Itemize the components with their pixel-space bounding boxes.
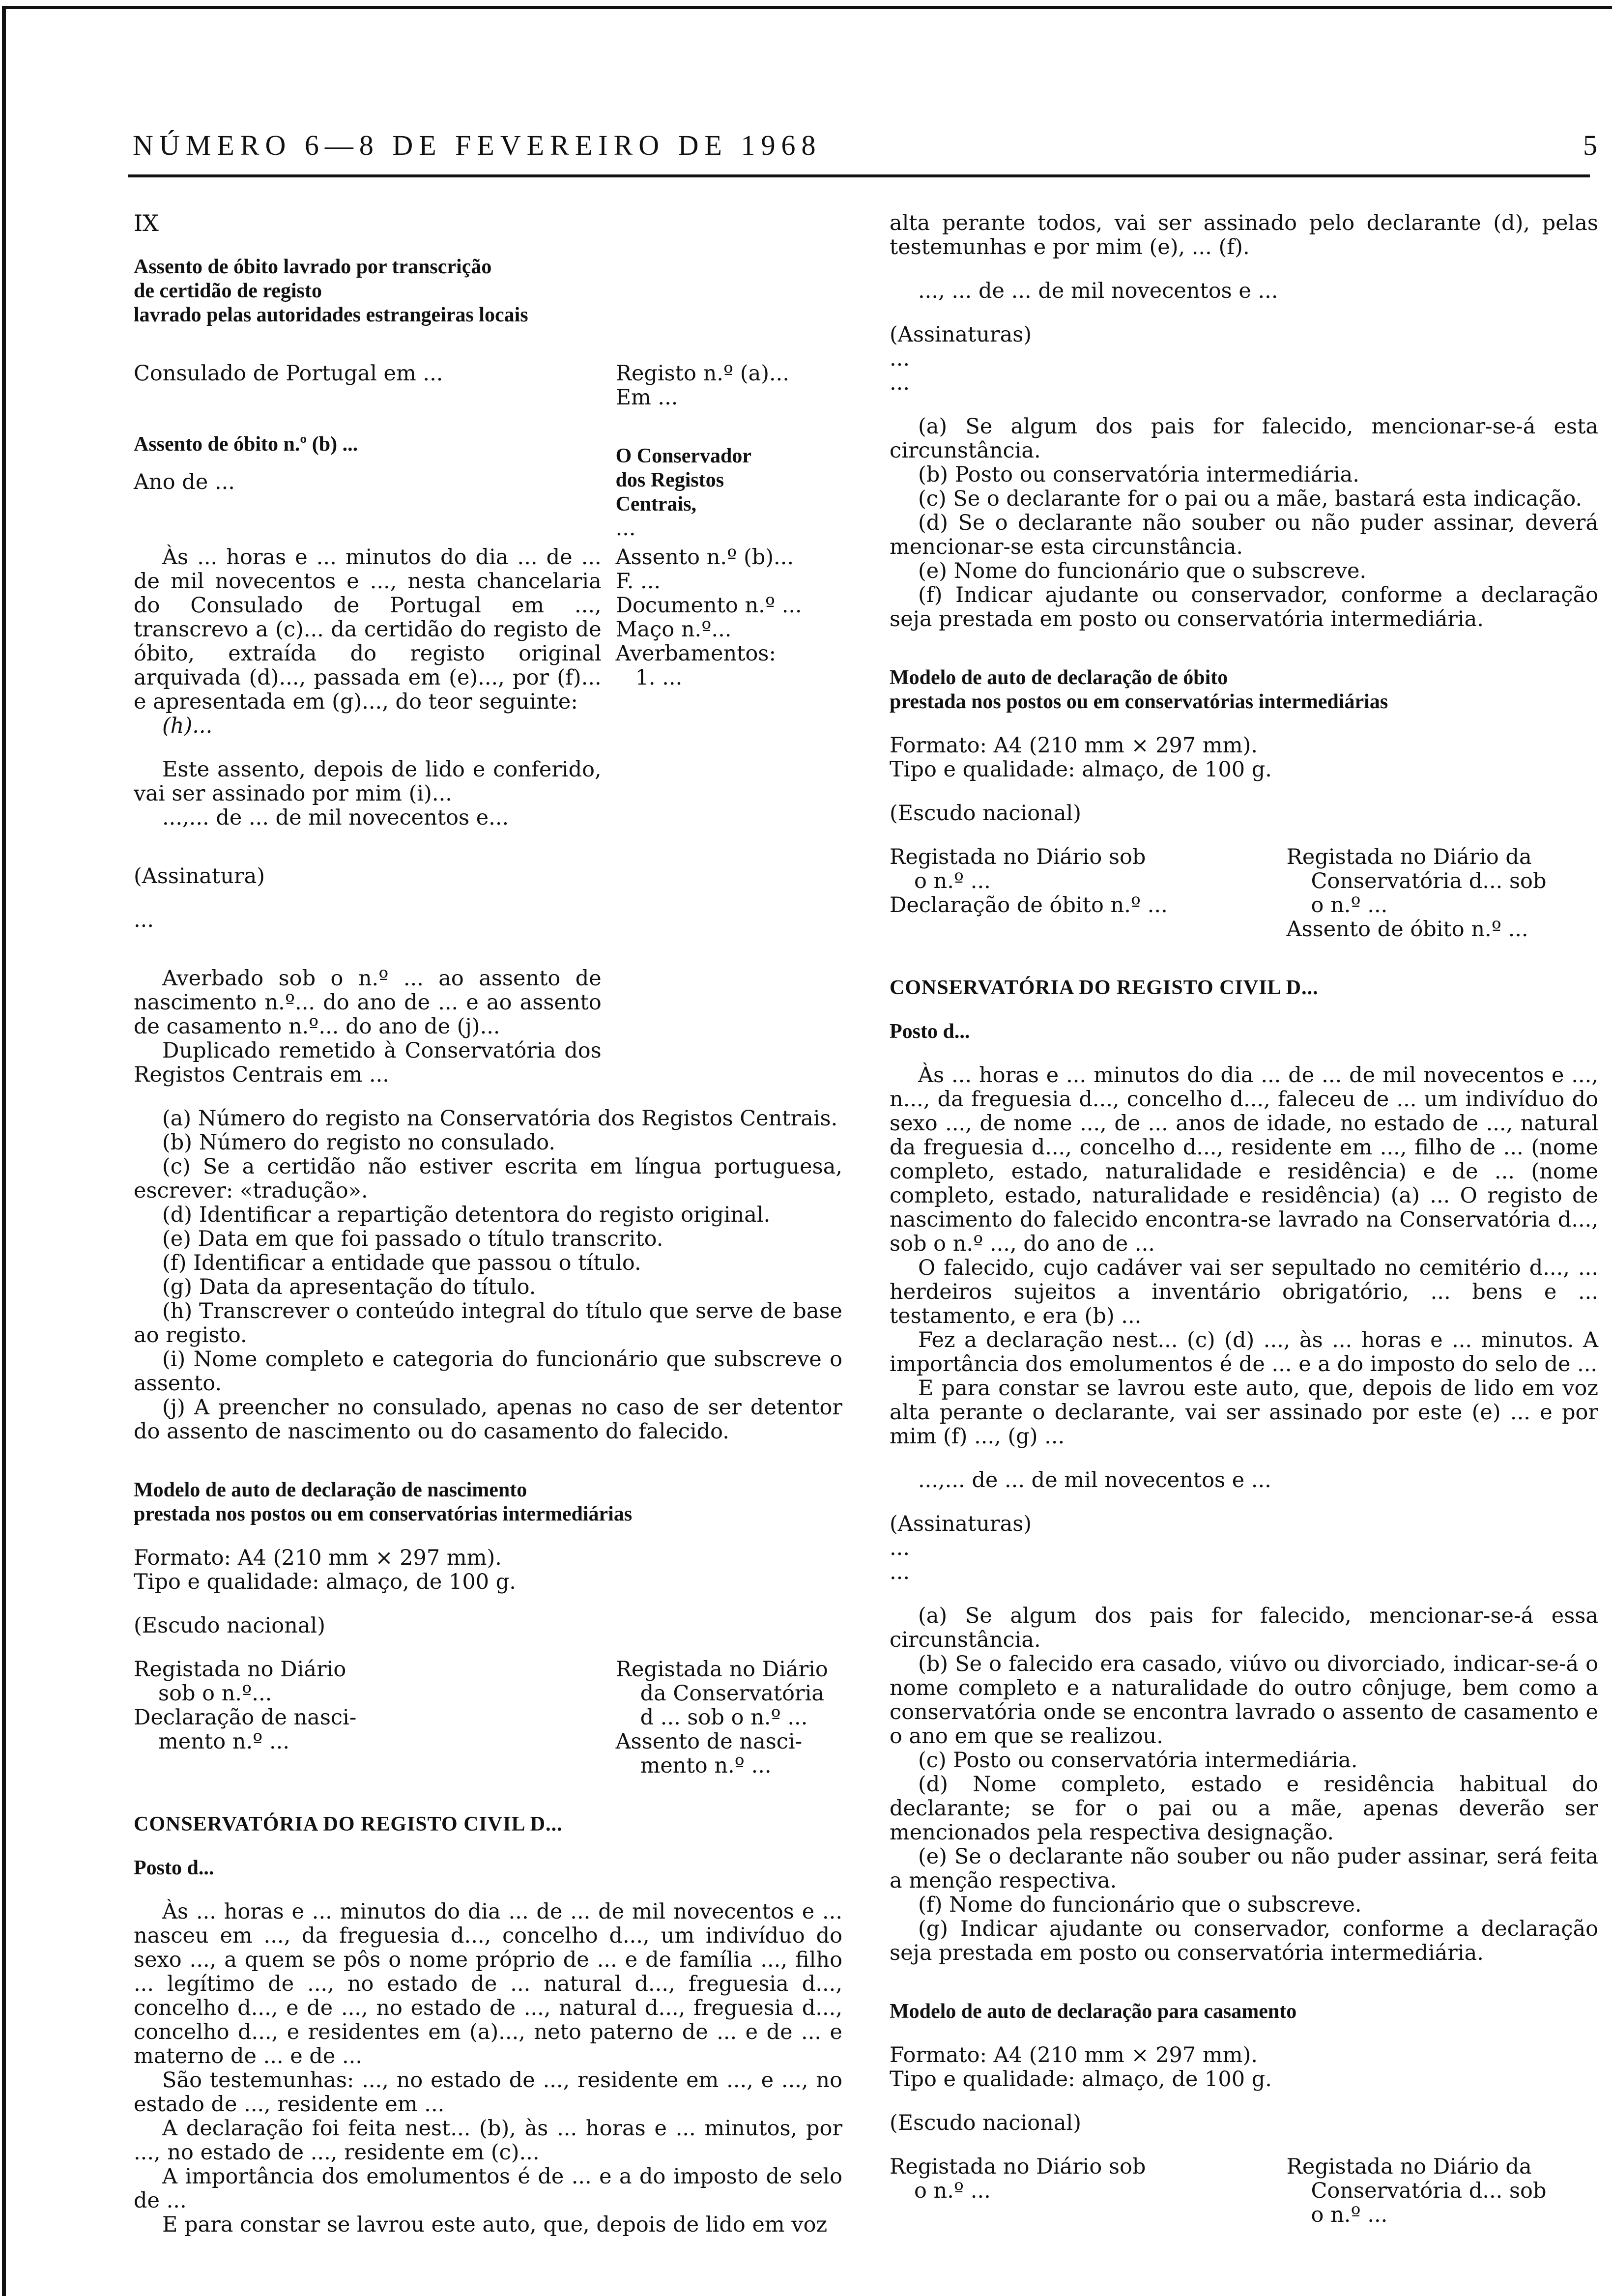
- reg-right-3: d ... sob o n.º ...: [640, 1705, 808, 1730]
- em-line: Em ...: [615, 385, 678, 410]
- nascimento-para-2: São testemunhas: ..., no estado de ..., residente em ..., e ..., no estado de ..., residente em ...: [134, 2068, 842, 2117]
- conservador-line-3: Centrais,: [615, 493, 697, 516]
- reg-right-3: o n.º ...: [1311, 893, 1388, 918]
- footnote-f: (f) Nome do funcionário que o subscreve.: [918, 1893, 1362, 1917]
- reg-left-2: sob o n.º...: [158, 1681, 272, 1706]
- footnote-j: (j) A preencher no consulado, apenas no caso de ser detentor do assento de nascimento ou do casamento do falecido.: [134, 1395, 842, 1444]
- nascimento-para-3: A declaração foi feita nest... (b), às ... horas e ... minutos, por ..., no estado de ..., residente em (c)...: [134, 2116, 842, 2165]
- footnote-a: (a) Se algum dos pais for falecido, mencionar-se-á esta circunstância.: [890, 414, 1598, 463]
- signature-label: (Assinatura): [134, 864, 265, 889]
- assento-body-block: [134, 545, 842, 738]
- footnote-e: (e) Se o declarante não souber ou não puder assinar, será feita a menção respectiva.: [890, 1844, 1598, 1893]
- modelo-obito-title-1: Modelo de auto de declaração de óbito: [890, 666, 1228, 689]
- modelo-nascimento-title-2: prestada nos postos ou em conservatórias intermediárias: [134, 1503, 633, 1525]
- assento-header-block: [134, 362, 842, 541]
- reg-left-3: Declaração de óbito n.º ...: [890, 893, 1168, 918]
- modelo-nascimento-title-1: Modelo de auto de declaração de nascimento: [134, 1479, 527, 1501]
- footnote-e: (e) Data em que foi passado o título transcrito.: [162, 1227, 663, 1251]
- signature-dots: ...: [134, 908, 154, 932]
- reg-right-3: o n.º ...: [1311, 2203, 1388, 2227]
- signature-dots-2: ...: [890, 371, 910, 395]
- tipo-line-2: Tipo e qualidade: almaço, de 100 g.: [890, 2067, 1272, 2092]
- signatures-label-2: (Assinaturas): [890, 1512, 1032, 1536]
- escudo-label: (Escudo nacional): [134, 1613, 326, 1638]
- continuation-text: alta perante todos, vai ser assinado pelo declarante (d), pelas testemunhas e por mim (e), ... (f).: [890, 211, 1598, 259]
- nascimento-para-5: E para constar se lavrou este auto, que, depois de lido em voz: [162, 2212, 828, 2237]
- footnote-d: (d) Nome completo, estado e residência habitual do declarante; se for o pai ou a mãe, apenas deverão ser mencionados pela respectiva designação.: [890, 1772, 1598, 1845]
- reg-left-2: o n.º ...: [914, 869, 991, 893]
- footnote-a: (a) Número do registo na Conservatória dos Registos Centrais.: [162, 1106, 838, 1131]
- reg-right-2: Conservatória d... sob: [1311, 2179, 1547, 2203]
- registo-obito-block: [890, 845, 1598, 942]
- tipo-line: Tipo e qualidade: almaço, de 100 g.: [134, 1570, 516, 1594]
- signatures-label: (Assinaturas): [890, 322, 1032, 347]
- reg-right-2: da Conservatória: [640, 1681, 824, 1706]
- footnote-c: (c) Se o declarante for o pai ou a mãe, bastará esta indicação.: [918, 487, 1583, 511]
- formato-line-2: Formato: A4 (210 mm × 297 mm).: [890, 2043, 1258, 2067]
- nascimento-para-4: A importância dos emolumentos é de ... e a do imposto de selo de ...: [134, 2164, 842, 2213]
- side-item-1: 1. ...: [635, 665, 683, 690]
- obito-para-2: O falecido, cujo cadáver vai ser sepultado no cemitério d..., ... herdeiros sujeitos a inventário obrigatório, ... bens e ... testamento, e era (b) ...: [890, 1256, 1598, 1328]
- registo-line: Registo n.º (a)...: [615, 361, 790, 386]
- modelo-casamento-title: Modelo de auto de declaração para casamento: [890, 2000, 1297, 2023]
- obito-para-3: Fez a declaração nest... (c) (d) ..., às ... horas e ... minutos. A importância dos emolumentos é de ... e a do imposto do selo de ...: [890, 1328, 1598, 1377]
- reg-right-1: Registada no Diário da: [1286, 2154, 1532, 2179]
- signature-dots-4: ...: [890, 1560, 910, 1584]
- footnote-b: (b) Número do registo no consulado.: [162, 1130, 556, 1155]
- footnote-h: (h) Transcrever o conteúdo integral do título que serve de base ao registo.: [134, 1299, 842, 1348]
- reg-right-1: Registada no Diário: [615, 1657, 828, 1682]
- side-documento: Documento n.º ...: [615, 593, 802, 618]
- reg-left-3: Declaração de nasci-: [134, 1705, 357, 1730]
- formato-line: Formato: A4 (210 mm × 297 mm).: [134, 1546, 502, 1570]
- side-maco: Maço n.º...: [615, 617, 732, 642]
- footnote-i: (i) Nome completo e categoria do funcionário que subscreve o assento.: [134, 1347, 842, 1396]
- reg-left-1: Registada no Diário: [134, 1657, 346, 1682]
- running-header: [133, 129, 1597, 163]
- closing-date: ...,... de ... de mil novecentos e...: [162, 805, 509, 830]
- assento-h: (h)...: [162, 714, 213, 738]
- posto-heading: Posto d...: [890, 1020, 970, 1043]
- escudo-label: (Escudo nacional): [890, 801, 1082, 826]
- reg-right-2: Conservatória d... sob: [1311, 869, 1547, 893]
- footnote-e: (e) Nome do funcionário que o subscreve.: [918, 559, 1367, 583]
- page-border-top: [2, 6, 1612, 9]
- footnote-g: (g) Data da apresentação do título.: [162, 1275, 536, 1299]
- footnote-d: (d) Se o declarante não souber ou não puder assinar, deverá mencionar-se esta circunstância.: [890, 511, 1598, 559]
- side-averbamentos: Averbamentos:: [615, 641, 776, 666]
- consulado-line: Consulado de Portugal em ...: [134, 361, 443, 386]
- conservador-dots: ...: [615, 516, 636, 541]
- footnote-f: (f) Identificar a entidade que passou o título.: [162, 1251, 641, 1275]
- signature-dots-3: ...: [890, 1536, 910, 1560]
- modelo-obito-title-2: prestada nos postos ou em conservatórias intermediárias: [890, 690, 1388, 713]
- tipo-line: Tipo e qualidade: almaço, de 100 g.: [890, 757, 1272, 782]
- ano-line: Ano de ...: [134, 470, 235, 494]
- date-line-2: ...,... de ... de mil novecentos e ...: [918, 1468, 1271, 1492]
- footnote-c: (c) Posto ou conservatória intermediária.: [918, 1748, 1358, 1773]
- reg-right-1: Registada no Diário da: [1286, 845, 1532, 869]
- footnote-b: (b) Se o falecido era casado, viúvo ou divorciado, indicar-se-á o nome completo e a naturalidade do outro cônjuge, bem como a conservatória onde se encontra lavrado o assento de casamento e o ano em que se realizou.: [890, 1652, 1598, 1749]
- obito-para-4: E para constar se lavrou este auto, que, depois de lido em voz alta perante o declarante, vai ser assinado por este (e) ... e por mim (f) ..., (g) ...: [890, 1376, 1598, 1449]
- duplicado-text: Duplicado remetido à Conservatória dos Registos Centrais em ...: [134, 1038, 602, 1087]
- section-title-line-1: Assento de óbito lavrado por transcrição: [134, 256, 492, 278]
- obito-para-1: Às ... horas e ... minutos do dia ... de ... de mil novecentos e ..., n..., da freguesia d..., concelho d..., faleceu de ... um indivíduo do sexo ..., de nome ..., de ... anos de idade, no estado de ..., natural da freguesia d..., concelho d..., residente em ..., filho de ... (nome completo, estado, naturalidade e residência) e de ... (nome completo, estado, naturalidade e residência) (a) ... O registo de nascimento do falecido encontra-se lavrado na Conservatória d..., sob o n.º ..., do ano de ...: [890, 1063, 1598, 1256]
- footnote-b: (b) Posto ou conservatória intermediária.: [918, 462, 1359, 487]
- conservador-line-1: O Conservador: [615, 445, 752, 467]
- reg-right-4: Assento de óbito n.º ...: [1286, 917, 1528, 942]
- issue-title: NÚMERO 6—8 DE FEVEREIRO DE 1968: [133, 129, 822, 161]
- footnote-d: (d) Identificar a repartição detentora do registo original.: [162, 1203, 771, 1227]
- conservatoria-heading: CONSERVATÓRIA DO REGISTO CIVIL D...: [134, 1813, 563, 1836]
- reg-right-5: mento n.º ...: [640, 1753, 772, 1778]
- footnote-f: (f) Indicar ajudante ou conservador, conforme a declaração seja prestada em posto ou conservatória intermediária.: [890, 583, 1598, 631]
- footnote-c: (c) Se a certidão não estiver escrita em língua portuguesa, escrever: «tradução».: [134, 1154, 842, 1203]
- nascimento-para-1: Às ... horas e ... minutos do dia ... de ... de mil novecentos e ... nasceu em ..., da freguesia d..., concelho d..., um indivíduo do sexo ..., a quem se pôs o nome próprio de ... e de família ..., filho ... legítimo de ..., no estado de ... natural d..., freguesia d..., concelho d..., e de ..., no estado de ..., natural d..., freguesia d..., concelho d..., e residentes em (a)..., neto paterno de ... e de ... e materno de ... e de ...: [134, 1899, 842, 2068]
- date-line: ..., ... de ... de mil novecentos e ...: [918, 279, 1278, 303]
- side-folha: F. ...: [615, 569, 661, 594]
- reg-left-2: o n.º ...: [914, 2179, 991, 2203]
- section-title-line-2: de certidão de registo: [134, 280, 322, 302]
- section-numeral: IX: [134, 210, 159, 236]
- right-column: [890, 211, 1598, 2227]
- footnote-a: (a) Se algum dos pais for falecido, mencionar-se-á essa circunstância.: [890, 1604, 1598, 1652]
- header-rule: [128, 174, 1590, 177]
- closing-text: Este assento, depois de lido e conferido, vai ser assinado por mim (i)...: [134, 757, 602, 806]
- assento-body: Às ... horas e ... minutos do dia ... de ... de mil novecentos e ..., nesta chancelaria do Consulado de Portugal em ..., transcrevo a (c)... da certidão do registo de óbito, extraída do registo original arquivada (d)..., passada em (e)..., por (f)... e apresentada em (g)..., do teor seguinte:: [134, 545, 602, 714]
- left-column: [134, 211, 842, 2237]
- registo-nascimento-block: [134, 1658, 842, 1778]
- section-title-line-3: lavrado pelas autoridades estrangeiras locais: [134, 304, 528, 326]
- reg-left-1: Registada no Diário sob: [890, 2154, 1146, 2179]
- assento-number: Assento de óbito n.º (b) ...: [134, 433, 358, 456]
- averbado-text: Averbado sob o n.º ... ao assento de nascimento n.º... do ano de ... e ao assento de casamento n.º... do ano de (j)...: [134, 966, 602, 1039]
- posto-heading: Posto d...: [134, 1857, 214, 1879]
- side-assento: Assento n.º (b)...: [615, 545, 794, 570]
- formato-line: Formato: A4 (210 mm × 297 mm).: [890, 733, 1258, 758]
- reg-left-4: mento n.º ...: [158, 1729, 290, 1754]
- reg-right-4: Assento de nasci-: [615, 1729, 803, 1754]
- escudo-label-2: (Escudo nacional): [890, 2111, 1082, 2135]
- reg-left-1: Registada no Diário sob: [890, 845, 1146, 869]
- footnote-g: (g) Indicar ajudante ou conservador, conforme a declaração seja prestada em posto ou conservatória intermediária.: [890, 1917, 1598, 1965]
- registo-casamento-block: [890, 2155, 1598, 2227]
- conservador-line-2: dos Registos: [615, 469, 724, 491]
- conservatoria-heading: CONSERVATÓRIA DO REGISTO CIVIL D...: [890, 976, 1319, 999]
- page-number: 5: [1583, 129, 1597, 161]
- page-border-left: [2, 6, 6, 2296]
- signature-dots-1: ...: [890, 346, 910, 371]
